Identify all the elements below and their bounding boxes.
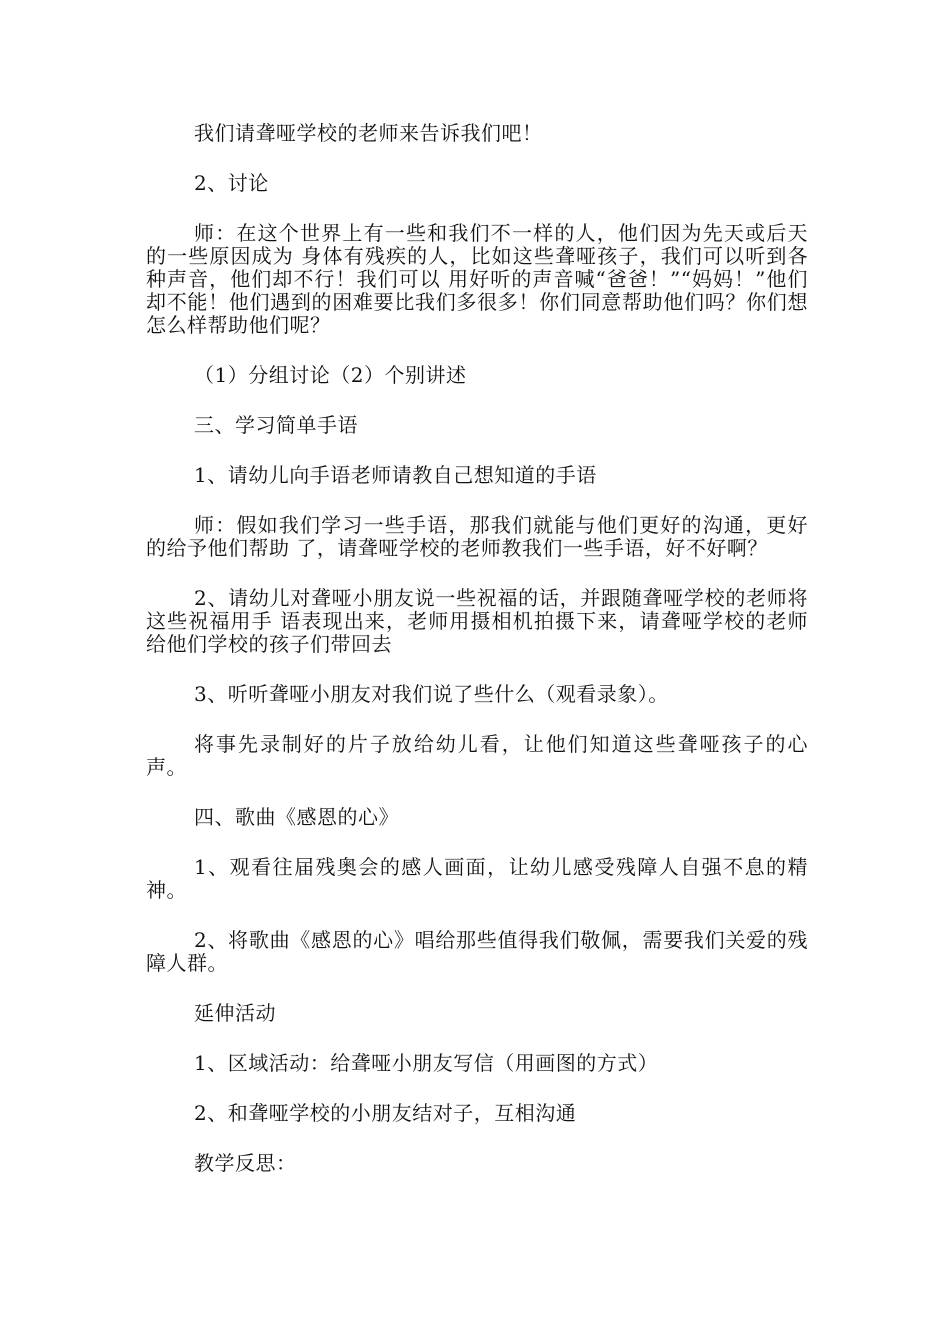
paragraph-paralympics: 1、观看往届残奥会的感人画面，让幼儿感受残障人自强不息的精神。 — [146, 855, 808, 902]
paragraph-group-discussion: （1）分组讨论（2）个别讲述 — [194, 363, 467, 387]
heading-learn-sign-language: 三、学习简单手语 — [194, 413, 358, 437]
paragraph-blessings: 2、请幼儿对聋哑小朋友说一些祝福的话，并跟随聋哑学校的老师将这些祝福用手 语表现出来，老师用摄相机拍摄下来，请聋哑学校的老师给他们学校的孩子们带回去 — [146, 586, 808, 656]
paragraph-sing-song: 2、将歌曲《感恩的心》唱给那些值得我们敬佩，需要我们关爱的残障人群。 — [146, 928, 808, 975]
paragraph-write-letter: 1、区域活动：给聋哑小朋友写信（用画图的方式） — [194, 1051, 659, 1075]
paragraph-show-film: 将事先录制好的片子放给幼儿看，让他们知道这些聋哑孩子的心声。 — [146, 732, 808, 779]
paragraph-teacher-intro: 师：在这个世界上有一些和我们不一样的人，他们因为先天或后天的一些原因成为 身体有残疾的人，比如这些聋哑孩子，我们可以听到各种声音，他们却不行！我们可以 用好听的声音喊“爸爸！”“妈妈！”他们却不能！他们遇到的困难要比我们多很多！你们同意帮助他们吗？你们想怎么样帮助他们呢？ — [146, 221, 808, 337]
paragraph-ask-sign-teacher: 1、请幼儿向手语老师请教自己想知道的手语 — [194, 463, 597, 487]
paragraph-pair-up: 2、和聋哑学校的小朋友结对子，互相沟通 — [194, 1101, 577, 1125]
document-body — [146, 122, 808, 1202]
heading-song: 四、歌曲《感恩的心》 — [194, 805, 399, 829]
heading-teaching-reflection: 教学反思： — [194, 1151, 297, 1175]
heading-discussion: 2、讨论 — [194, 171, 269, 195]
paragraph-invite-teacher: 我们请聋哑学校的老师来告诉我们吧！ — [194, 121, 543, 145]
paragraph-teacher-sign-language: 师：假如我们学习一些手语，那我们就能与他们更好的沟通，更好的给予他们帮助 了，请聋哑学校的老师教我们一些手语，好不好啊？ — [146, 513, 808, 560]
paragraph-watch-video: 3、听听聋哑小朋友对我们说了些什么（观看录象）。 — [194, 682, 669, 706]
heading-extension-activity: 延伸活动 — [194, 1001, 276, 1025]
